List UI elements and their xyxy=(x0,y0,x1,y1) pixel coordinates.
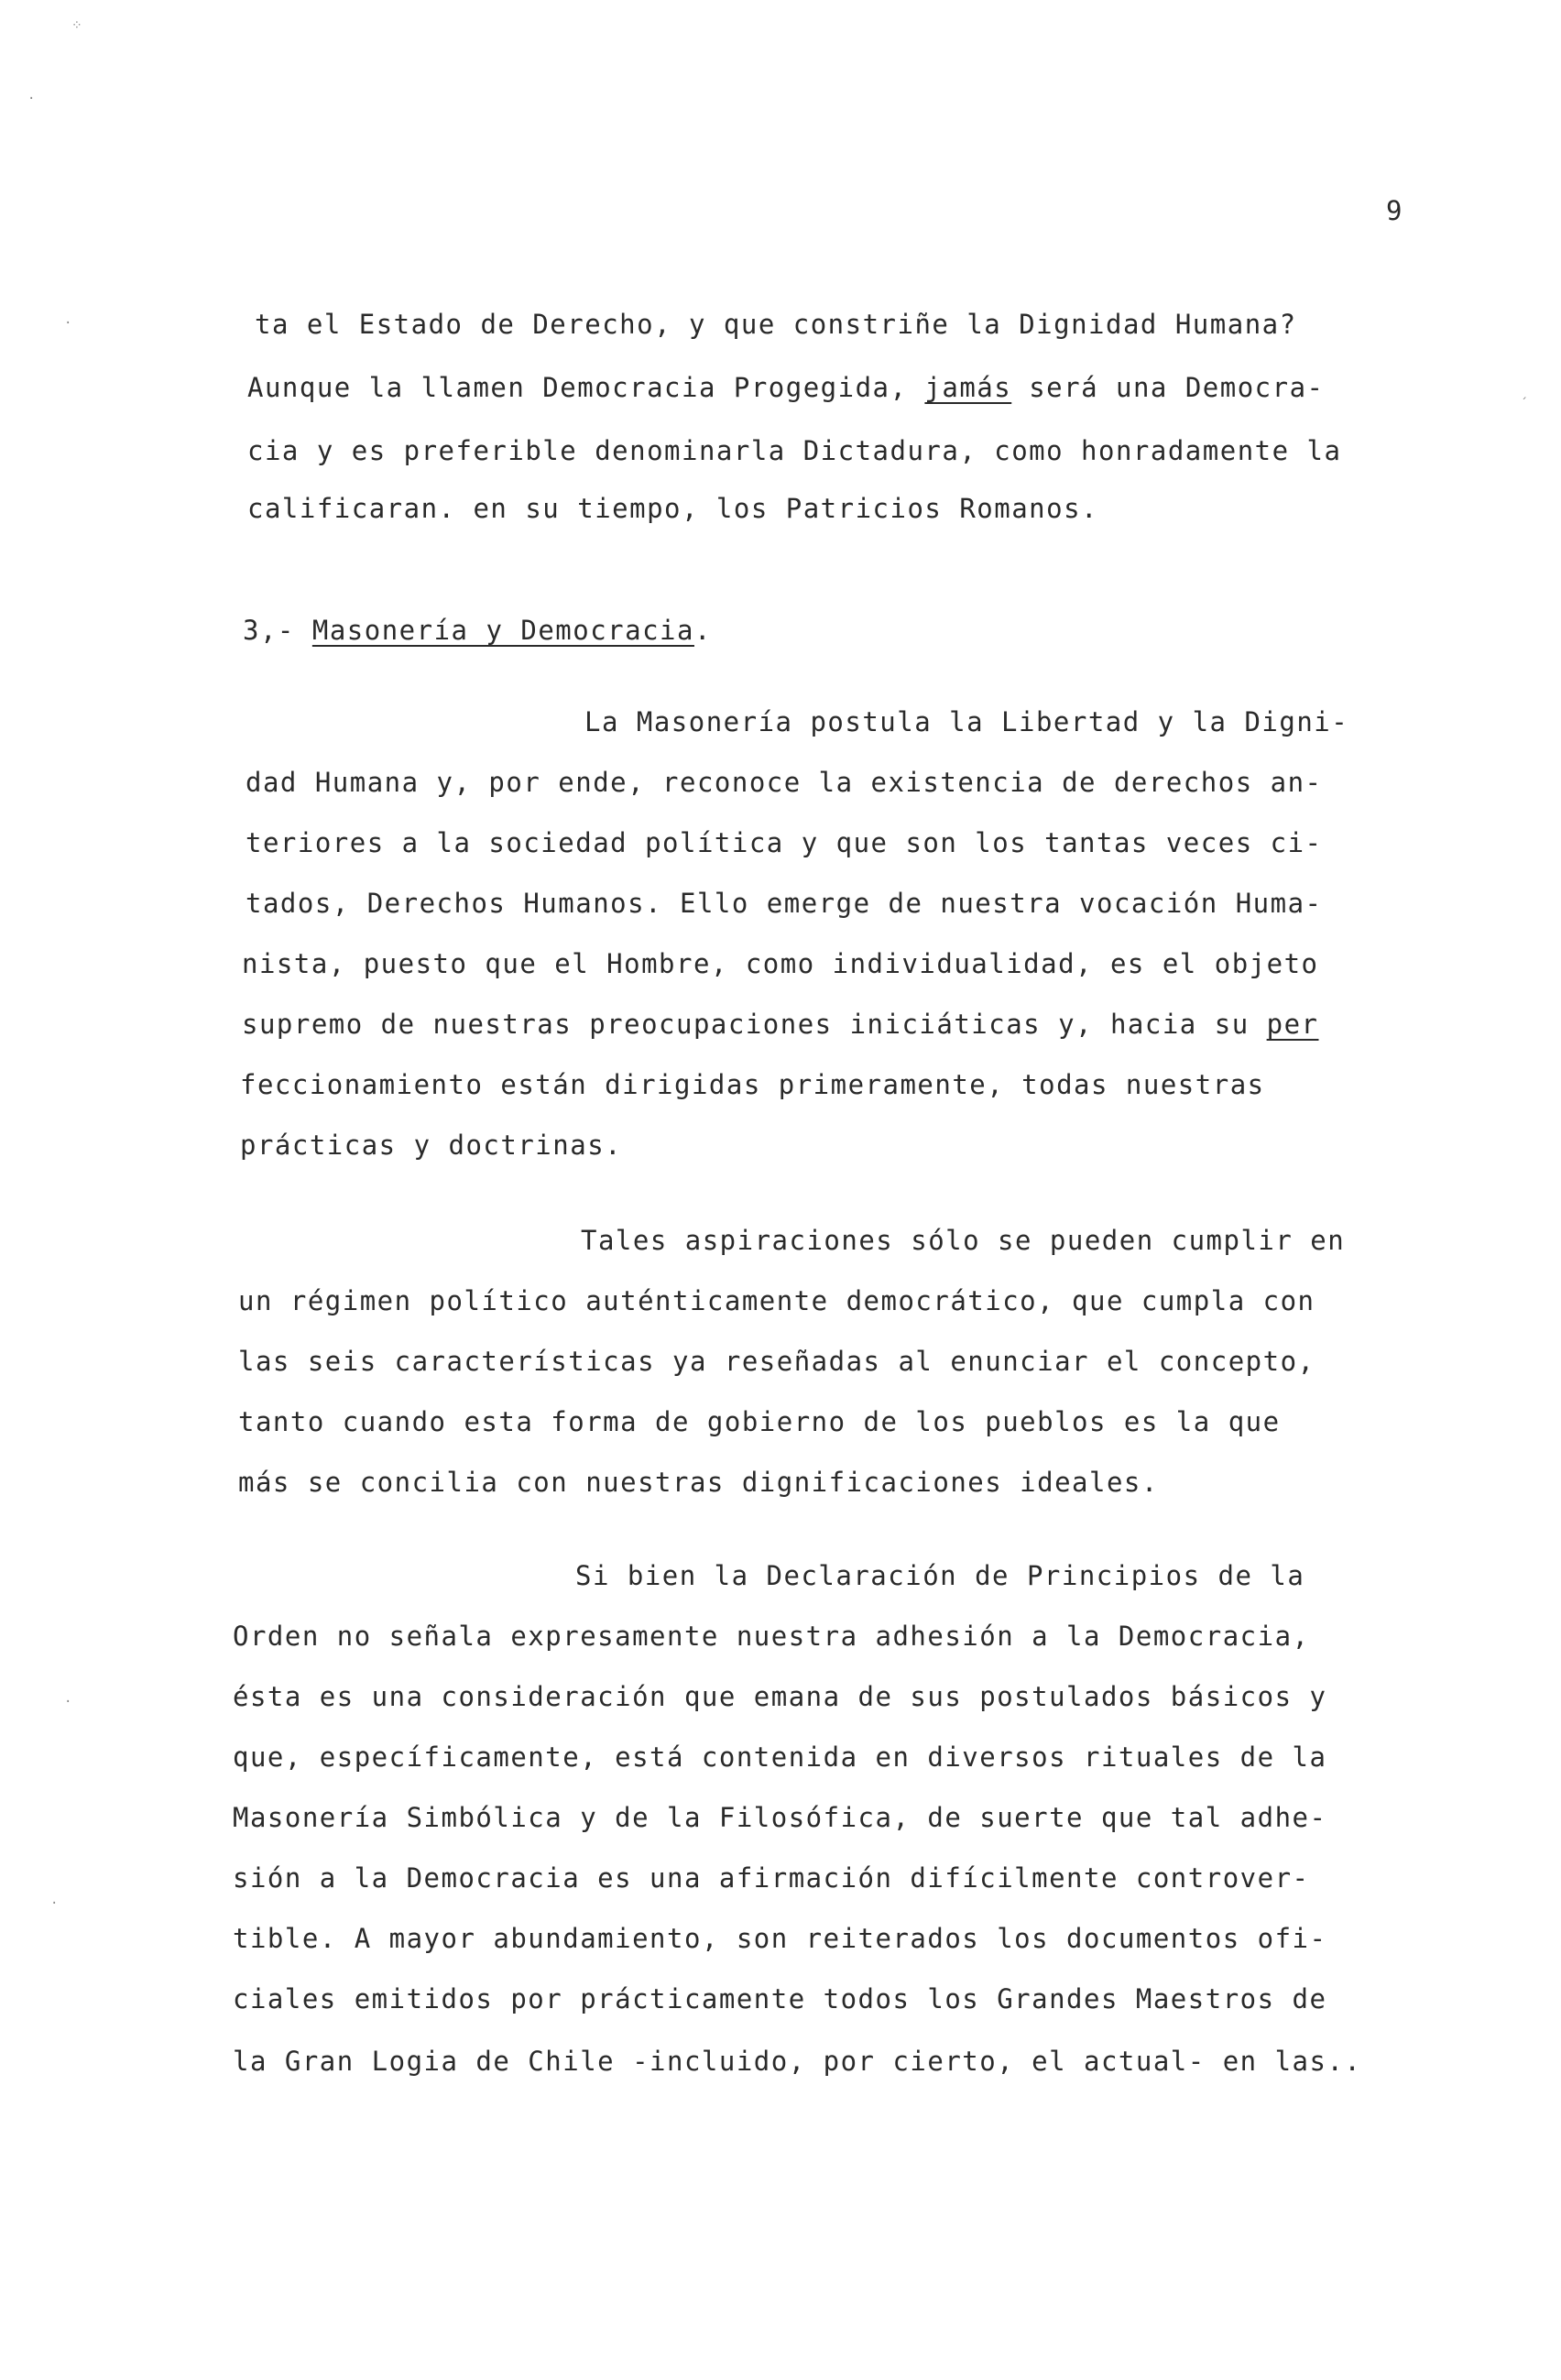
paragraph-2-line-6 xyxy=(242,1008,1319,1041)
scan-speck: · xyxy=(50,1896,59,1911)
paragraph-4-line-4: que, específicamente, está contenida en diversos rituales de la xyxy=(233,1741,1327,1773)
emphasis-jamas: jamás xyxy=(924,372,1012,403)
paragraph-4-line-1: Si bien la Declaración de Principios de la xyxy=(575,1560,1305,1591)
paragraph-1-line-2-a: Aunque la llamen Democracia Progegida, xyxy=(247,372,925,403)
paragraph-1-line-1: ta el Estado de Derecho, y que constriñe la Dignidad Humana? xyxy=(255,309,1297,340)
paragraph-2-line-6-a: supremo de nuestras preocupaciones iniciáticas y, hacia su xyxy=(242,1009,1267,1040)
paragraph-3-line-5: más se concilia con nuestras dignificaciones ideales. xyxy=(238,1467,1159,1498)
paragraph-4-line-6: sión a la Democracia es una afirmación difícilmente controver- xyxy=(233,1862,1310,1894)
paragraph-4-line-8: ciales emitidos por prácticamente todos los Grandes Maestros de xyxy=(233,1983,1327,2014)
section-title: Masonería y Democracia xyxy=(311,615,694,646)
paragraph-4-line-9: la Gran Logia de Chile -incluido, por cierto, el actual- en las.. xyxy=(233,2046,1362,2077)
scan-speck: · xyxy=(64,1695,72,1709)
paragraph-2-line-1: La Masonería postula la Libertad y la Digni- xyxy=(584,706,1349,737)
paragraph-1-line-3: cia y es preferible denominarla Dictadura, como honradamente la xyxy=(247,435,1342,466)
page-number: 9 xyxy=(1386,195,1403,226)
section-heading xyxy=(243,614,712,647)
scan-speck: ˏ xyxy=(1521,385,1529,399)
paragraph-1-line-4: calificaran. en su tiempo, los Patricios Romanos. xyxy=(247,493,1099,524)
paragraph-4-line-3: ésta es una consideración que emana de sus postulados básicos y xyxy=(233,1681,1327,1712)
paragraph-1-line-2-c: será una Democra- xyxy=(1011,372,1325,403)
paragraph-2-line-3: teriores a la sociedad política y que son los tantas veces ci- xyxy=(246,827,1323,858)
paragraph-3-line-4: tanto cuando esta forma de gobierno de los pueblos es la que xyxy=(238,1406,1281,1437)
paragraph-2-line-4: tados, Derechos Humanos. Ello emerge de nuestra vocación Huma- xyxy=(246,888,1323,919)
paragraph-2-line-2: dad Humana y, por ende, reconoce la existencia de derechos an- xyxy=(246,767,1323,798)
paragraph-2-line-5: nista, puesto que el Hombre, como individualidad, es el objeto xyxy=(242,948,1319,979)
paragraph-4-line-2: Orden no señala expresamente nuestra adhesión a la Democracia, xyxy=(233,1621,1310,1652)
scan-speck: ⁘ xyxy=(71,18,82,33)
paragraph-4-line-5: Masonería Simbólica y de la Filosófica, de suerte que tal adhe- xyxy=(233,1802,1327,1833)
paragraph-3-line-2: un régimen político auténticamente democrático, que cumpla con xyxy=(238,1285,1315,1316)
paragraph-2-line-8: prácticas y doctrinas. xyxy=(240,1130,623,1161)
section-title-end: . xyxy=(693,615,712,646)
scan-speck: · xyxy=(64,316,72,331)
scan-speck: · xyxy=(27,92,36,106)
paragraph-1-line-2 xyxy=(247,371,1325,404)
paragraph-3-line-1: Tales aspiraciones sólo se pueden cumplir en xyxy=(581,1225,1346,1256)
paragraph-3-line-3: las seis características ya reseñadas al enunciar el concepto, xyxy=(238,1346,1315,1377)
paragraph-2-line-7: feccionamiento están dirigidas primeramente, todas nuestras xyxy=(240,1069,1265,1100)
section-number: 3,- xyxy=(243,615,295,646)
emphasis-per: per xyxy=(1266,1009,1319,1040)
paragraph-4-line-7: tible. A mayor abundamiento, son reiterados los documentos ofi- xyxy=(233,1923,1327,1954)
